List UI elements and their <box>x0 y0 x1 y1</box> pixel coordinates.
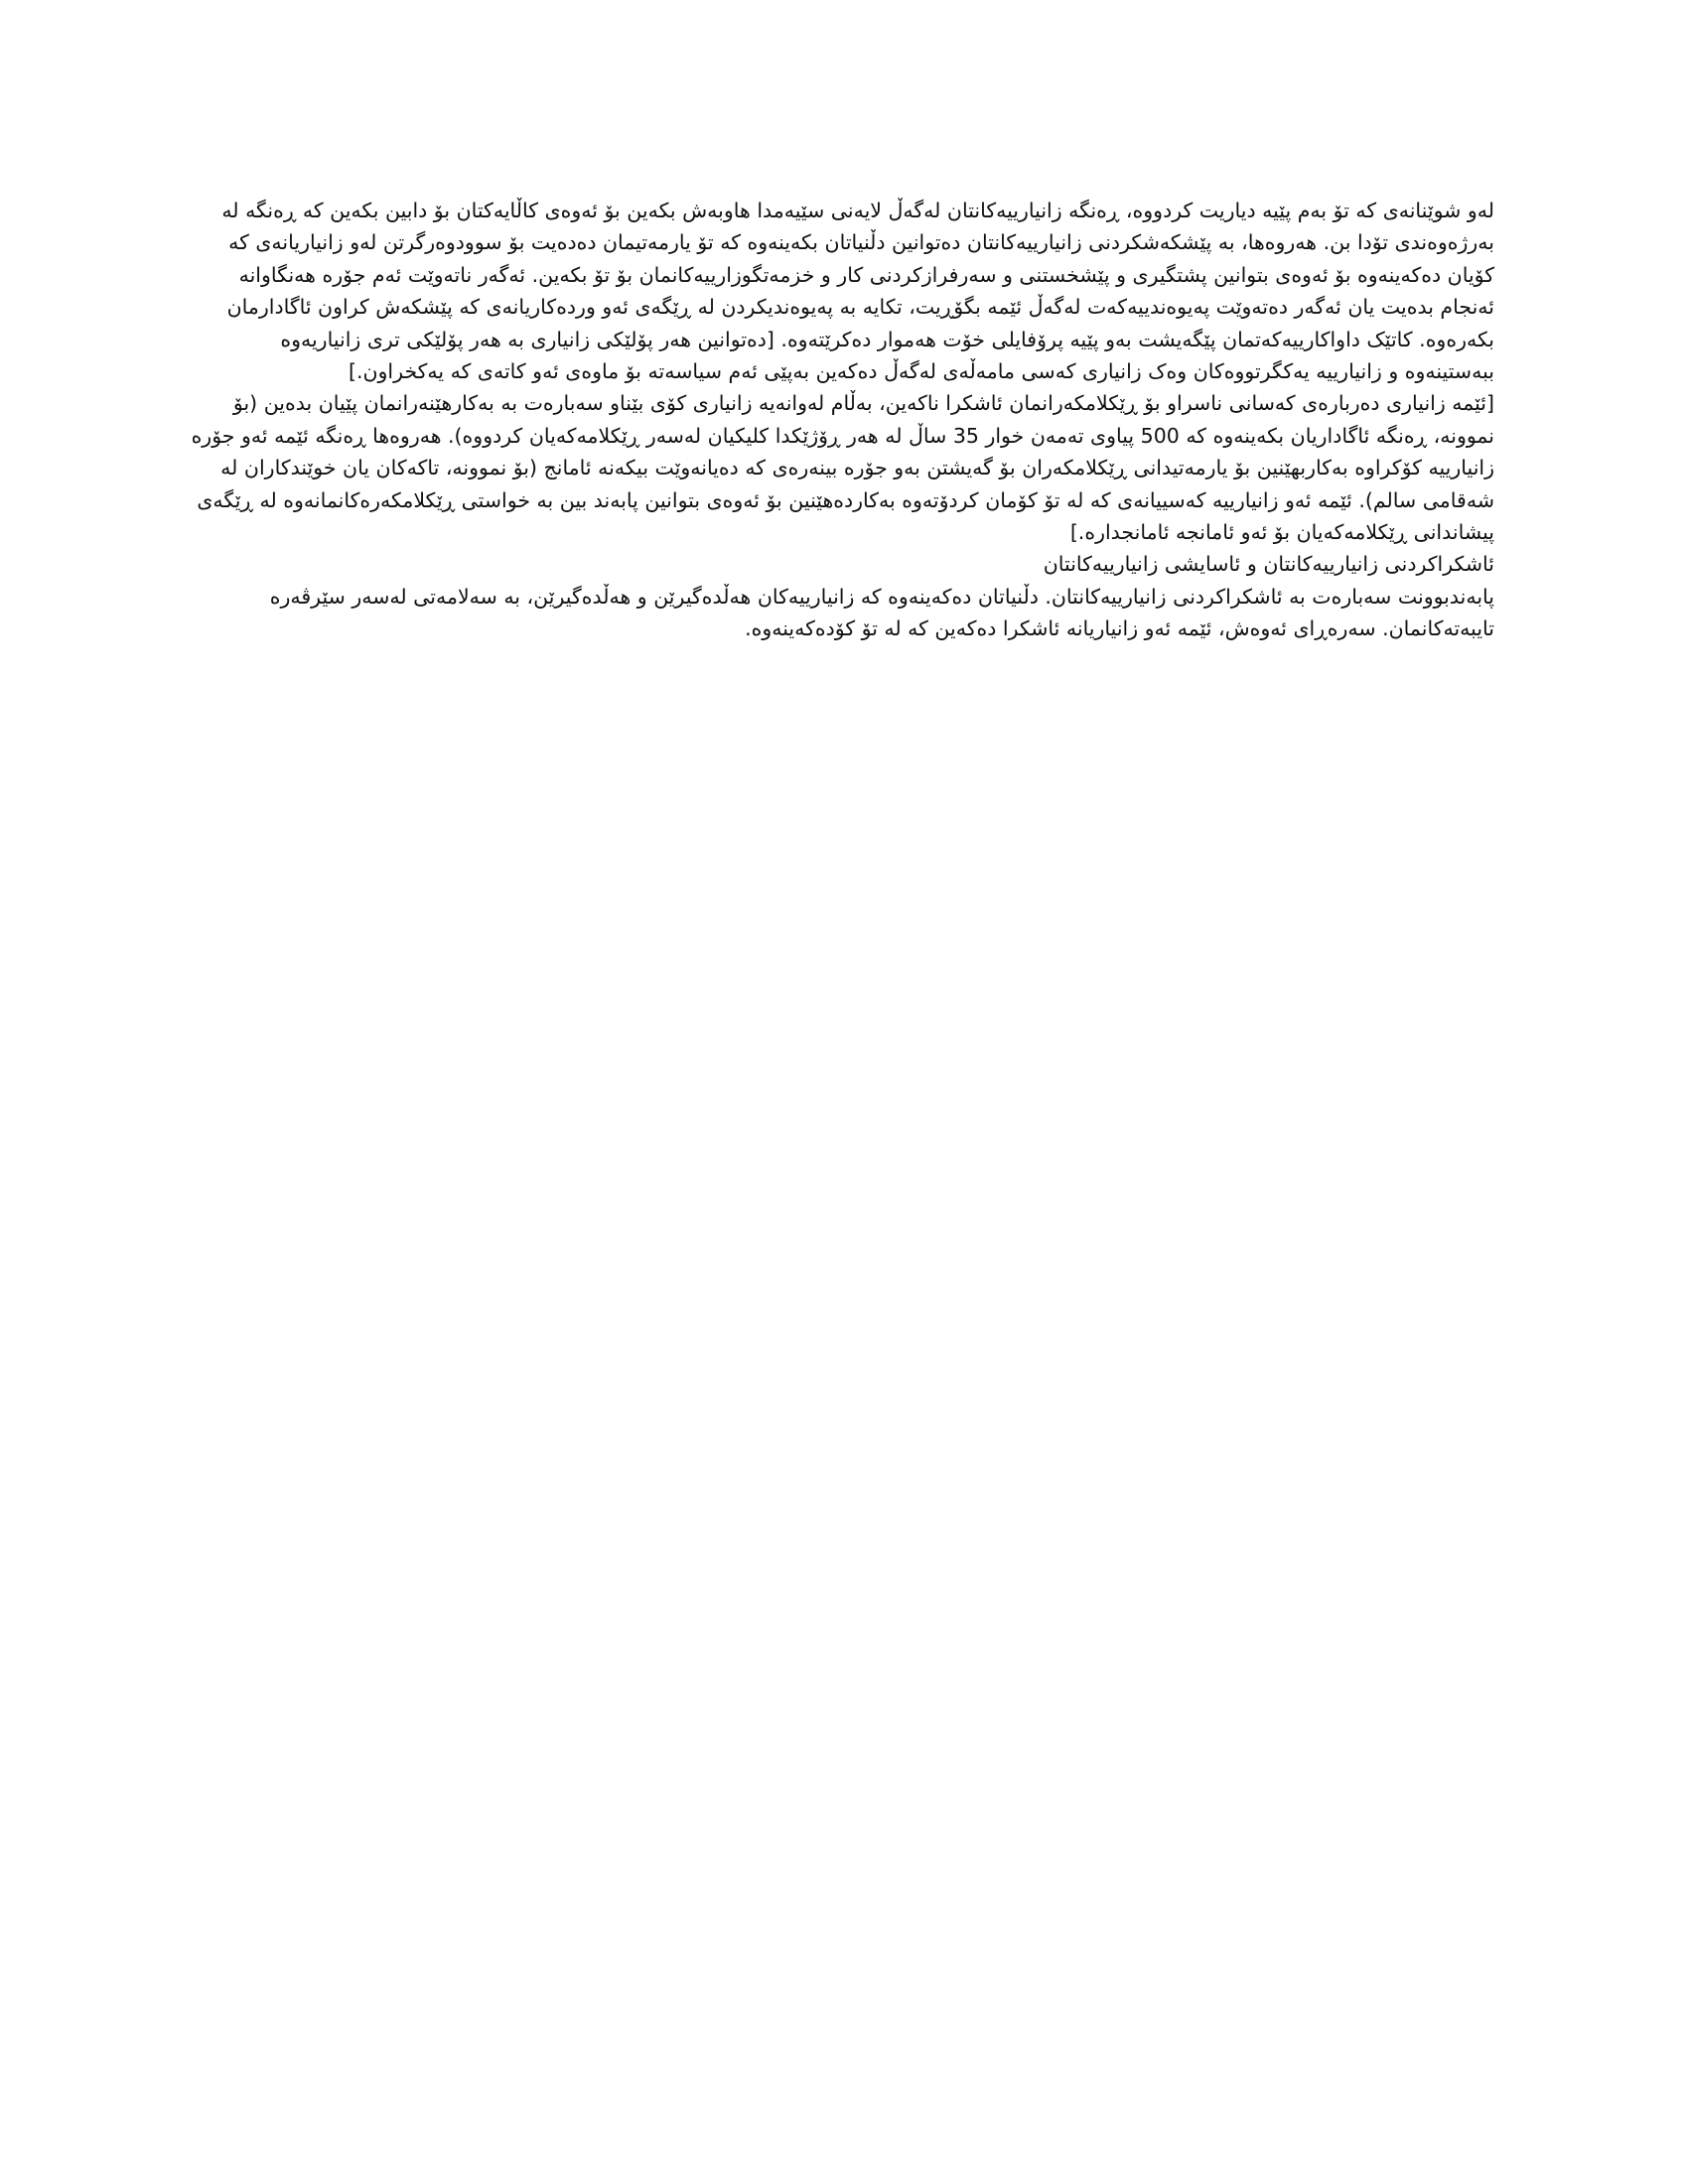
paragraph-disclosure: پابەندبوونت سەبارەت بە ئاشکراکردنی زانیارییەکانتان. دڵنیاتان دەکەینەوە کە زانیارییەکان هەڵدەگیرێن و هەڵدەگیرێن، بە سەلامەتی لەسەر سێرڤەرە تایبەتەکانمان. سەرەڕای ئەوەش، ئێمە ئەو زانیاریانە ئاشکرا دەکەین کە لە تۆ کۆدەکەینەوە. <box>269 584 1494 641</box>
section-heading-disclosure-security: ئاشکراکردنی زانیارییەکانتان و ئاسایشی زانیارییەکانتان <box>1043 552 1494 577</box>
paragraph-data-sharing: لەو شوێنانەی کە تۆ بەم پێیە دیاریت کردووە، ڕەنگە زانیارییەکانتان لەگەڵ لایەنی سێیەمدا هاوبەش بکەین بۆ ئەوەی کاڵایەکتان بۆ دابین بکەین کە ڕەنگە لە بەرژەوەندی تۆدا بن. هەروەها، بە پێشکەشکردنی زانیارییەکانتان دەتوانین دڵنیاتان بکەینەوە کە تۆ یارمەتیمان دەدەیت بۆ سوودوەرگرتن لەو زانیاریانەی کە کۆیان دەکەینەوە بۆ ئەوەی بتوانین پشتگیری و پێشخستنی و سەرفرازکردنی کار و خزمەتگوزارییەکانمان بۆ تۆ بکەین. ئەگەر ناتەوێت ئەم جۆرە هەنگاوانە ئەنجام بدەیت یان ئەگەر دەتەوێت پەیوەندییەکەت لەگەڵ ئێمە بگۆڕیت، تکایە بە پەیوەندیکردن لە ڕێگەی ئەو وردەکاریانەی کە پێشکەش کراون ئاگادارمان بکەرەوە. کاتێک داواکارییەکەتمان پێگەیشت بەو پێیە پرۆفایلی خۆت هەموار دەکرێتەوە. [دەتوانین هەر پۆلێکی زانیاری بە هەر پۆلێکی تری زانیاریەوە ببەستینەوە و زانیارییە یەکگرتووەکان وەک زانیاری کەسی مامەڵەی لەگەڵ دەکەین بەپێی ئەم سیاسەتە بۆ ماوەی ئەو کاتەی کە یەکخراون.] <box>221 199 1494 384</box>
document-body <box>189 195 1494 645</box>
paragraph-advertisers: [ئێمە زانیاری دەربارەی کەسانی ناسراو بۆ ڕێکلامکەرانمان ئاشکرا ناکەین، بەڵام لەوانەیە زانیاری کۆی بێناو سەبارەت بە بەکارهێنەرانمان پێیان بدەین (بۆ نموونە، ڕەنگە ئاگاداریان بکەینەوە کە 500 پیاوی تەمەن خوار 35 ساڵ لە هەر ڕۆژێکدا کلیکیان لەسەر ڕێکلامەکەیان کردووە). هەروەها ڕەنگە ئێمە ئەو جۆرە زانیارییە کۆکراوە بەکاربهێنین بۆ یارمەتیدانی ڕێکلامکەران بۆ گەیشتن بەو جۆرە بینەرەی کە دەیانەوێت بیکەنە ئامانج (بۆ نموونە، تاکەکان یان خوێندکاران لە شەقامی سالم). ئێمە ئەو زانیارییە کەسییانەی کە لە تۆ کۆمان کردۆتەوە بەکاردەهێنین بۆ ئەوەی بتوانین پابەند بین بە خواستی ڕێکلامکەرەکانمانەوە لە ڕێگەی پیشاندانی ڕێکلامەکەیان بۆ ئەو ئامانجە ئامانجدارە.] <box>191 391 1494 545</box>
